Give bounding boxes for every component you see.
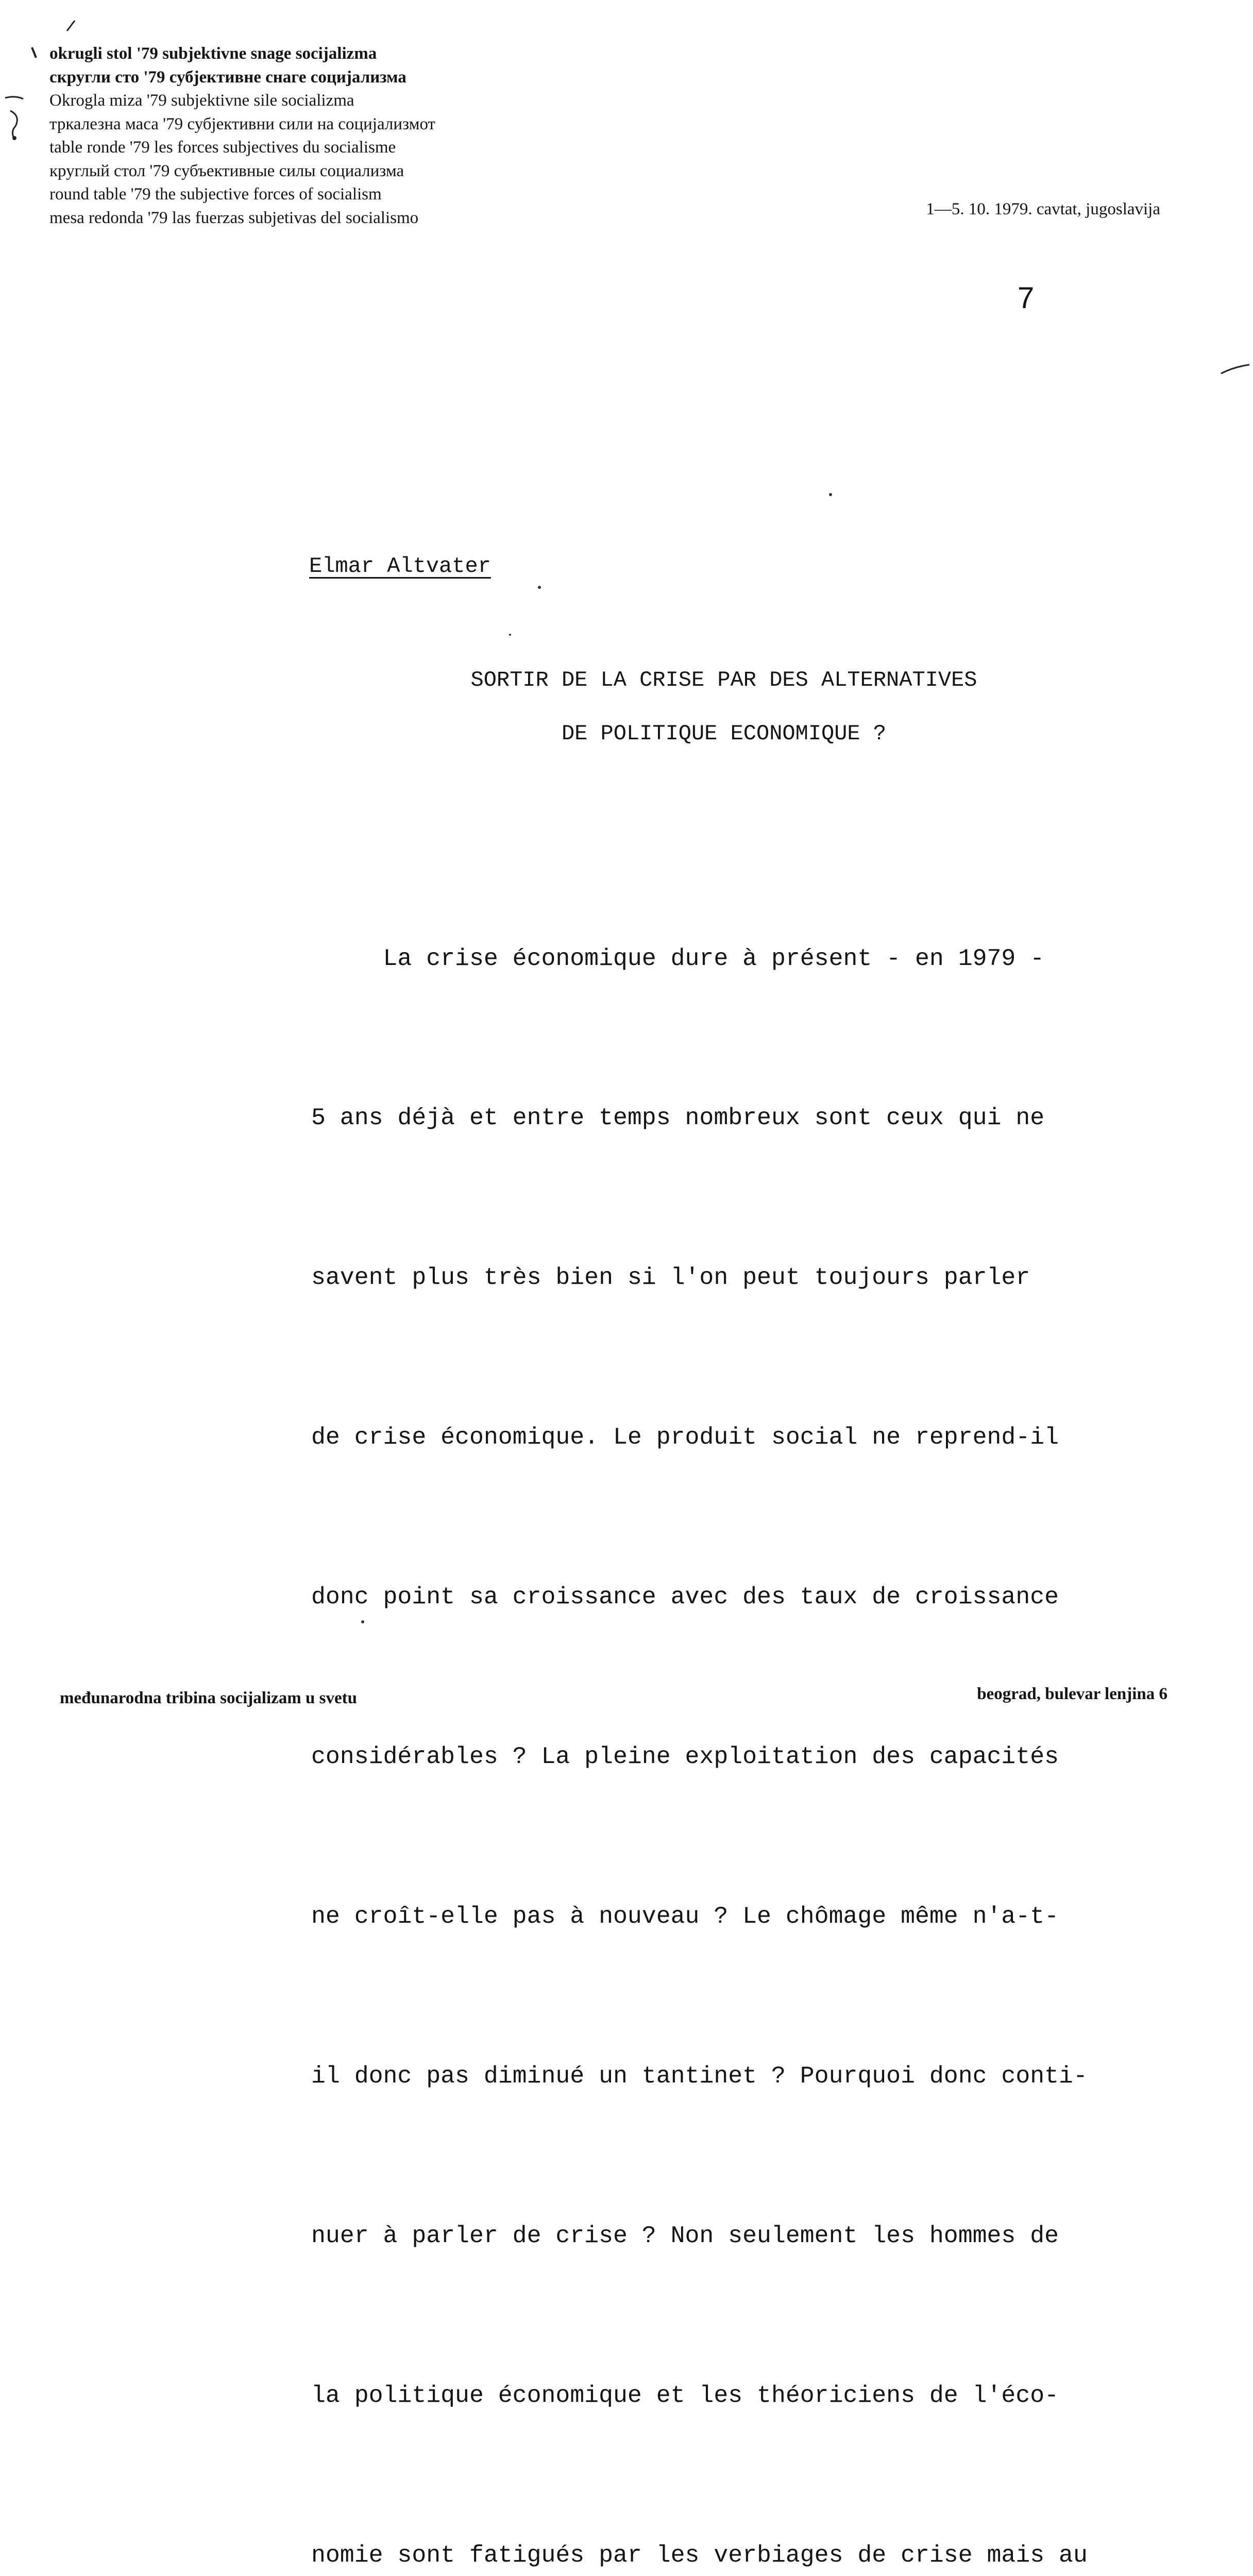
body-line: ne croît-elle pas à nouveau ? Le chômage même n'a-t- [311,1890,1116,1943]
letterhead-line-english: round table '79 the subjective forces of socialism [49,183,435,207]
letterhead-line-slovene-croatian: okrugli stol '79 subjektivne snage socijalizma [49,42,435,66]
letterhead-line-macedonian: тркалезна маса '79 субјективни сили на социјализмот [49,113,435,137]
document-number: 7 [1018,281,1034,315]
body-line: savent plus très bien si l'on peut toujours parler [311,1251,1116,1304]
letterhead-line-serbian: скругли сто '79 субјективне снаге социјализма [49,66,435,90]
title-line-2: DE POLITIQUE ECONOMIQUE ? [309,707,1139,760]
conference-letterhead [49,42,435,230]
body-line: considérables ? La pleine exploitation des capacités [311,1730,1116,1783]
letterhead-line-russian: круглый стол '79 субъективные силы социализма [49,160,435,183]
body-line: 5 ans déjà et entre temps nombreux sont ceux qui ne [311,1091,1116,1144]
body-line: il donc pas diminué un tantinet ? Pourquoi donc conti- [311,2049,1116,2103]
body-line: donc point sa croissance avec des taux de croissance [311,1570,1116,1623]
body-line: nuer à parler de crise ? Non seulement les hommes de [311,2209,1116,2262]
title-line-1: SORTIR DE LA CRISE PAR DES ALTERNATIVES [309,653,1139,707]
event-date-location: 1—5. 10. 1979. cavtat, jugoslavija [926,200,1160,219]
letterhead-line-spanish: mesa redonda '79 las fuerzas subjetivas del socialismo [49,207,435,230]
body-line: la politique économique et les théoriciens de l'éco- [311,2369,1116,2422]
footer-address: beograd, bulevar lenjina 6 [977,1685,1167,1704]
letterhead-line-slovenian: Okrogla miza '79 subjektivne sile socializma [49,89,435,113]
body-line: La crise économique dure à présent - en 1979 - [311,932,1116,985]
body-line: de crise économique. Le produit social ne reprend-il [311,1411,1116,1464]
footer-organization: međunarodna tribina socijalizam u svetu [60,1689,357,1708]
body-line: nomie sont fatigués par les verbiages de crise mais au [311,2529,1116,2576]
letterhead-line-french: table ronde '79 les forces subjectives du socialisme [49,136,435,160]
author-name: Elmar Altvater [309,554,491,579]
paper-title [309,653,1139,760]
